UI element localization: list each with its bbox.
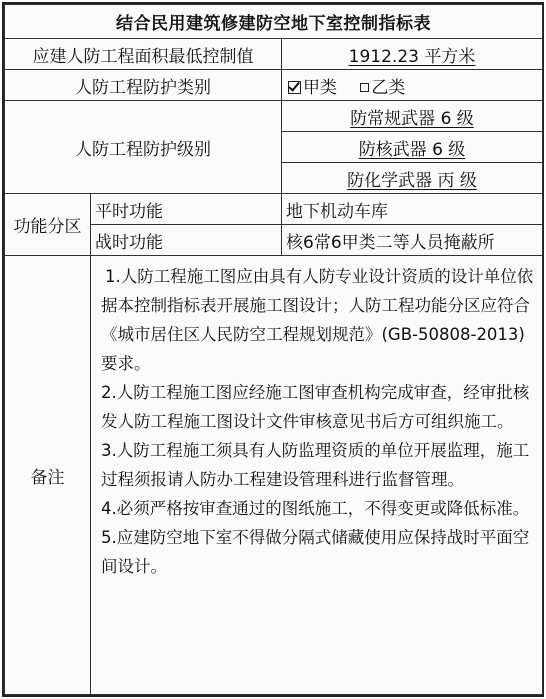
- wartime-function-label: 战时功能: [91, 225, 282, 256]
- min-area-label: 应建人防工程面积最低控制值: [5, 39, 282, 70]
- wartime-function-value: 核6常6甲类二等人员掩蔽所: [282, 225, 543, 256]
- peacetime-function-value: 地下机动车库: [282, 194, 543, 225]
- peacetime-function-label: 平时功能: [91, 194, 282, 225]
- protection-level-label: 人防工程防护级别: [5, 101, 282, 194]
- protection-type-options: [282, 70, 543, 101]
- note-2: 2.人防工程施工图应经施工图审查机构完成审查，经审批核发人防工程施工图设计文件审核意见书后方可组织施工。: [101, 383, 530, 431]
- level-chemical-weapons: 防化学武器 丙 级: [282, 163, 543, 194]
- note-3: 3.人防工程施工须具有人防监理资质的单位开展监理，施工过程须报请人防办工程建设管理科进行监督管理。: [101, 441, 530, 489]
- min-area-value: 1912.23 平方米: [282, 39, 543, 70]
- protection-type-label: 人防工程防护类别: [5, 70, 282, 101]
- level-conventional-weapons: 防常规武器 6 级: [282, 101, 543, 132]
- option-class-b: 乙类: [371, 77, 406, 98]
- table-title: 结合民用建筑修建防空地下室控制指标表: [5, 5, 543, 39]
- control-index-table: [4, 4, 543, 695]
- note-4: 4.必须严格按审查通过的图纸施工，不得变更或降低标准。: [101, 499, 530, 518]
- control-index-table-document: [2, 2, 544, 697]
- checkbox-checked-icon[interactable]: [288, 81, 301, 94]
- remarks-notes: [91, 256, 543, 695]
- remarks-label: 备注: [5, 256, 91, 695]
- level-nuclear-weapons: 防核武器 6 级: [282, 132, 543, 163]
- option-class-a: 甲类: [303, 77, 337, 98]
- function-zone-label: 功能分区: [5, 194, 91, 256]
- note-5: 5.应建防空地下室不得做分隔式储藏使用应保持战时平面空间设计。: [101, 528, 530, 576]
- checkbox-empty-icon[interactable]: [360, 83, 369, 92]
- note-1: 1.人防工程施工图应由具有人防专业设计资质的设计单位依据本控制指标表开展施工图设计；人防工程功能分区应符合《城市居住区人民防空工程规划规范》(GB-50808-2013)要求。: [101, 267, 534, 373]
